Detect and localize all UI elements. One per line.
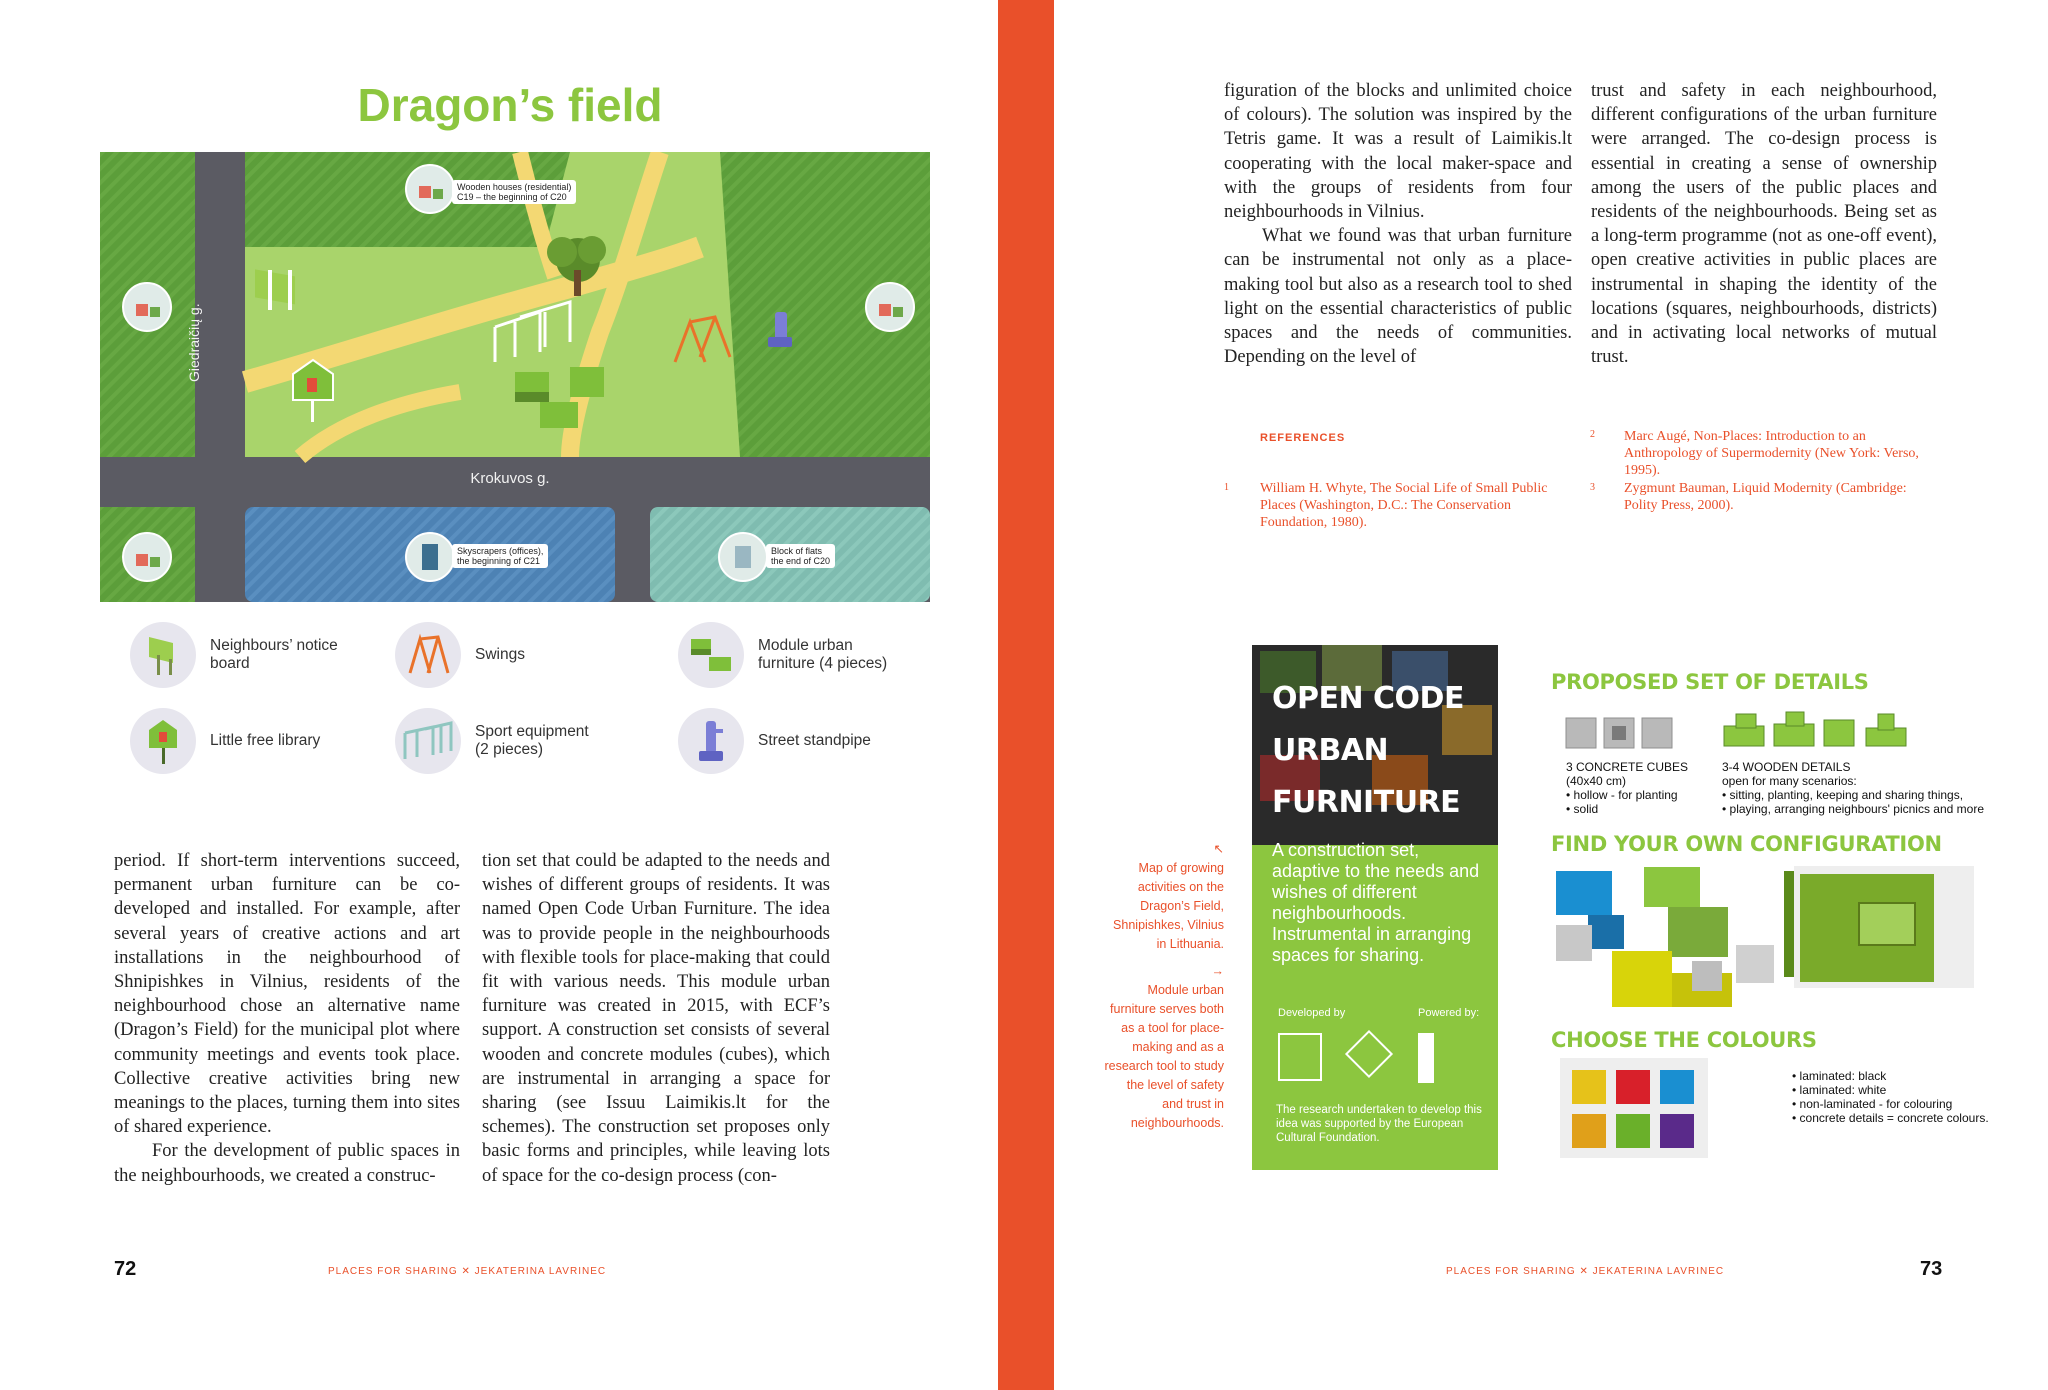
concrete-size: (40x40 cm) (1566, 774, 1627, 788)
running-author: JEKATERINA LAVRINEC (474, 1266, 607, 1277)
reference-item: Marc Augé, Non-Places: Introduction to an Anthropology of Supermodernity (New York: Verso, 1995). (1624, 429, 1919, 478)
street-label-vertical: Giedraičių g. (186, 303, 202, 382)
poster-title-line: URBAN (1272, 733, 1389, 768)
colours-heading: CHOOSE THE COLOURS (1551, 1028, 1817, 1052)
module-furniture-icon (678, 622, 744, 688)
wooden-title: 3-4 WOODEN DETAILS (1722, 760, 1851, 774)
list-item-label: solid (1573, 802, 1599, 816)
paragraph: What we found was that urban furniture can be instrumental not only as a place-making tool but also as a research tool to shed light on the essential characteristics of public spaces and the needs of communities. Depending on the level of (1224, 226, 1572, 368)
page-spine (998, 0, 1054, 1390)
poster-title-line: FURNITURE (1272, 785, 1461, 820)
page-number-left: 72 (114, 1258, 137, 1280)
legend-label: Little free library (210, 732, 321, 749)
legend-item (130, 708, 320, 774)
maker-space-logo (1345, 1030, 1393, 1078)
swatch-blue (1660, 1070, 1694, 1104)
poster-footer: The research undertaken to develop this idea was supported by the European Cultural Foundation. (1276, 1104, 1482, 1144)
legend-item (395, 708, 589, 774)
caption-map (1104, 840, 1224, 954)
paragraph: figuration of the blocks and unlimited choice of colours). The solution was inspired by the Tetris game. It was a result of Laimikis.lt cooperating with the local maker-space and with the groups of residents from four neighbourhoods in Vilnius. (1224, 81, 1572, 223)
configuration-heading: FIND YOUR OWN CONFIGURATION (1551, 832, 1942, 856)
swatch-orange (1572, 1114, 1606, 1148)
body-column-right-2 (1591, 79, 1937, 369)
running-head: PLACES FOR SHARING (328, 1266, 458, 1277)
concrete-cubes-illustration (1564, 712, 1674, 758)
list-item: • laminated: black (1792, 1069, 1887, 1083)
list-item: • non-laminated - for colouring (1792, 1097, 1953, 1111)
map-label-block-of-flats: Block of flats the end of C20 (766, 544, 835, 568)
legend-label: Module urban furniture (4 pieces) (758, 637, 888, 672)
body-column-right-1 (1224, 79, 1572, 369)
poster-developed-by: Developed by (1278, 1007, 1346, 1019)
concrete-cubes-text (1566, 760, 1726, 816)
list-item-label: concrete details = concrete colours. (1799, 1111, 1989, 1125)
legend-label: Sport equipment (2 pieces) (475, 723, 589, 758)
paragraph: trust and safety in each neighbourhood, different configurations of the urban furniture were arranged. The co-design process is essential in creating a sense of ownership among the users of the public places and residents of the neighbourhoods. Being set as a long-term programme (not as one-off event), open creative activities in public places are instrumental in shaping the identity of the locations (squares, neighbourhoods, districts) and in activating local networks of mutual trust. (1591, 81, 1937, 368)
poster-powered-by: Powered by: (1418, 1007, 1480, 1019)
dragons-field-map (100, 152, 930, 602)
running-author: JEKATERINA LAVRINEC (1592, 1266, 1725, 1277)
references-title: REFERENCES (1260, 432, 1346, 444)
notice-board-icon (130, 622, 196, 688)
wooden-details-illustration (1722, 710, 1912, 756)
paragraph: period. If short-term interventions succeed, permanent urban furniture can be co-developed and installed. For example, after several years of creative actions and art installations in the neighbourhood of Shnipishkes in Vilnius, residents of the neighbourhood chose an alternative name (Dragon’s Field) for the municipal plot where community meetings and events took place. Collective creative activities bring new meanings to the places, turning them into sites of shared experience. (114, 851, 460, 1138)
list-item: • laminated: white (1792, 1083, 1887, 1097)
swatch-yellow (1572, 1070, 1606, 1104)
reference-item: Zygmunt Bauman, Liquid Modernity (Cambridge: Polity Press, 2000). (1624, 481, 1907, 513)
poster-title (1272, 673, 1464, 829)
list-item: • sitting, planting, keeping and sharing things, (1722, 788, 1964, 802)
wooden-subtitle: open for many scenarios: (1722, 774, 1857, 788)
standpipe-icon (678, 708, 744, 774)
arrow-up-left-icon: ↖ (1213, 842, 1224, 856)
list-item-label: hollow - for planting (1573, 788, 1678, 802)
colour-swatches (1560, 1058, 1708, 1158)
legend-label: Street standpipe (758, 732, 871, 749)
library-icon (130, 708, 196, 774)
caption-furniture (1104, 962, 1224, 1133)
running-footer-left (328, 1266, 606, 1277)
map-label-wooden-houses: Wooden houses (residential) C19 – the beginning of C20 (452, 180, 576, 204)
drawer-illustration (1794, 866, 1974, 988)
concrete-title: 3 CONCRETE CUBES (1566, 760, 1689, 774)
separator-icon: ✕ (461, 1266, 471, 1277)
caption-text: Module urban furniture serves both as a tool for place-making and as a research tool to study the level of safety and trust in neighbourhoods. (1104, 983, 1224, 1130)
arrow-right-icon: → (1211, 964, 1224, 978)
list-item: • solid (1566, 802, 1599, 816)
poster-title-line: OPEN CODE (1272, 681, 1464, 716)
swatch-purple (1660, 1114, 1694, 1148)
list-item-label: non-laminated - for colouring (1799, 1097, 1953, 1111)
sport-equipment-icon (395, 708, 461, 774)
running-footer-right (1446, 1266, 1724, 1277)
separator-icon: ✕ (1579, 1266, 1589, 1277)
paragraph: tion set that could be adapted to the needs and wishes of different groups of residents. It was named Open Code Urban Furniture. The idea was to provide people in the neighbourhoods with flexible tools for place-making that could fit with various needs. This module urban furniture was created in 2015, with ECF’s support. A construction set consists of several wooden and concrete modules (cubes), which are instrumental in arranging a space for sharing (see Issuu Laimikis.lt for the schemes). The construction set proposes only basic forms and principles, while leaving lots of space for the co-design process (con- (482, 851, 830, 1186)
reference-number: 3 (1590, 482, 1595, 493)
list-item: • concrete details = concrete colours. (1792, 1111, 1989, 1125)
page-number-right: 73 (1920, 1258, 1943, 1280)
list-item: • hollow - for planting (1566, 788, 1678, 802)
caption-text: Map of growing activities on the Dragon’s Field, Shnipishkes, Vilnius in Lithuania. (1113, 861, 1224, 951)
running-head: PLACES FOR SHARING (1446, 1266, 1576, 1277)
reference-item: William H. Whyte, The Social Life of Small Public Places (Washington, D.C.: The Conservation Foundation, 1980). (1260, 481, 1548, 530)
paragraph: For the development of public spaces in the neighbourhoods, we created a construc- (114, 1141, 460, 1186)
wooden-details-text (1722, 760, 2012, 816)
legend-item (678, 708, 871, 774)
legend-item (678, 622, 887, 688)
swings-icon (395, 622, 461, 688)
legend-label: Neighbours’ notice board (210, 637, 338, 672)
reference-number: 2 (1590, 429, 1595, 440)
legend-item (395, 622, 525, 688)
list-item-label: laminated: white (1799, 1083, 1887, 1097)
list-item: • playing, arranging neighbours' picnics and more (1722, 802, 1984, 816)
street-label-horizontal: Krokuvos g. (470, 470, 550, 487)
list-item-label: laminated: black (1799, 1069, 1887, 1083)
swatch-red (1616, 1070, 1650, 1104)
page-title: Dragon’s field (357, 79, 663, 131)
body-column-left-1 (114, 849, 460, 1188)
laimikis-logo (1278, 1033, 1322, 1081)
colour-options (1792, 1069, 2012, 1125)
legend-item (130, 622, 338, 688)
details-heading: PROPOSED SET OF DETAILS (1551, 670, 1869, 694)
map-label-skyscrapers: Skyscrapers (offices), the beginning of C21 (452, 544, 548, 568)
open-code-poster (1252, 645, 1498, 1170)
legend-label: Swings (475, 646, 525, 663)
poster-body: A construction set, adaptive to the needs and wishes of different neighbourhoods. Instrumental in arranging spaces for sharing. (1272, 840, 1480, 965)
list-item-label: playing, arranging neighbours' picnics and more (1729, 802, 1984, 816)
reference-number: 1 (1224, 482, 1229, 493)
swatch-green (1616, 1114, 1650, 1148)
list-item-label: sitting, planting, keeping and sharing things, (1729, 788, 1964, 802)
body-column-left-2 (482, 849, 830, 1188)
ecf-logo (1418, 1033, 1434, 1083)
